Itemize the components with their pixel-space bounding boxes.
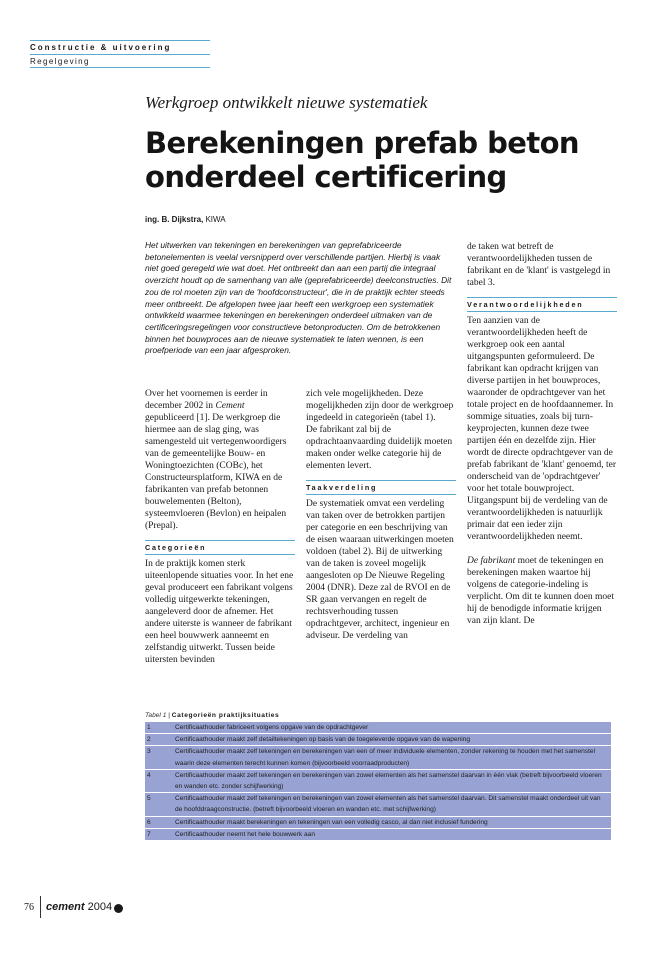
- section-heading-verantwoordelijkheden: Verantwoordelijkheden: [467, 297, 617, 312]
- table-caption: Tabel 1 | Categorieën praktijksituaties: [145, 712, 280, 719]
- section-label: Constructie & uitvoering: [30, 43, 172, 52]
- paragraph: de taken wat betreft de verantwoordelijkheden tussen de fabrikant en de 'klant' is vastgelegd in tabel 3.: [467, 242, 611, 288]
- article-title: Berekeningen prefab beton onderdeel certificering: [145, 126, 579, 194]
- table-row: 6 Certificaathouder maakt berekeningen en tekeningen van een volledig casco, al dan niet inclusief fundering: [145, 817, 611, 829]
- magazine-name: [46, 901, 112, 913]
- paragraph: De fabrikant moet de tekeningen en berekeningen maken waartoe hij volgens de categorie-indeling is verplicht. Om dit te kunnen doen moet hij de benodigde informatie krijgen van zijn klant. De: [467, 556, 614, 626]
- header-rule-middle: [30, 54, 210, 55]
- text-column-3: [467, 241, 617, 627]
- paragraph: De fabrikant zal bij de opdrachtaanvaarding duidelijk moeten maken onder welke categorie hij de elementen levert.: [306, 425, 453, 471]
- paragraph: Ten aanzien van de verantwoordelijkheden heeft de werkgroep ook een aantal uitgangspunten geformuleerd. De fabrikant kan opdracht krijgen van diverse partijen in het bouwproces, waaronder de opdrachtgever van het totale project en de hoofdaannemer. In sommige situaties, zoals bij turn-keyprojecten, kunnen deze twee partijen één en dezelfde zijn. Hier wordt de directe opdrachtgever van de prefab fabrikant de 'klant' genoemd, ter onderscheid van de 'opdrachtgever' voor het totale bouwproject.: [467, 316, 617, 494]
- table-number: Tabel 1: [145, 712, 167, 719]
- table-row: 4 Certificaathouder maakt zelf tekeningen en berekeningen van zowel elementen als het samenstel daarvan in één vlak (betreft bijvoorbeeld vloeren en wanden etc. zonder schijfwerking): [145, 770, 611, 793]
- footer-divider: [40, 896, 41, 918]
- author-line: [145, 215, 226, 224]
- categories-table: [145, 722, 611, 840]
- table-row: 3 Certificaathouder maakt zelf tekeningen en berekeningen van een of meer individuele elementen, zonder rekening te houden met het samenstel waarin deze elementen terecht kunnen komen (bijvoorbeeld voorraadproducten): [145, 746, 611, 769]
- section-heading-categorieen: Categorieën: [145, 540, 295, 555]
- table-row: 5 Certificaathouder maakt zelf tekeningen en berekeningen van zowel elementen als het samenstel daarvan. Dit samenstel maakt onderdeel uit van de hoofddraagconstructie. (betreft bijvoorbeeld vloeren en wanden etc. met schijfwerking): [145, 793, 611, 816]
- paragraph: In de praktijk komen sterk uiteenlopende situaties voor. In het ene geval produceert een fabrikant volgens volledig uitgewerkte tekeningen, aangeleverd door de afnemer. Het andere uiterste is wanneer de fabrikant een heel bouwwerk aanneemt en zelfstandig uitwerkt. Tussen beide uitersten bevinden: [145, 559, 294, 665]
- page-number: 76: [24, 902, 34, 913]
- author-org: KIWA: [205, 215, 226, 224]
- article-kicker: Werkgroep ontwikkelt nieuwe systematiek: [145, 93, 428, 112]
- paragraph: Over het voornemen is eerder in december 2002 in Cement gepubliceerd [1]. De werkgroep die hiermee aan de slag ging, was samengesteld uit vertegenwoordigers van de gemeentelijke Bouw- en Woningtoezichten (COBc), het Constructeursplatform, KIWA en de fabrikanten van prefab betonnen bouwelementen (Belton), systeemvloeren (Bevlon) en heipalen (Prepal).: [145, 389, 287, 531]
- table-title: Categorieën praktijksituaties: [171, 712, 280, 719]
- magazine-year: 2004: [87, 901, 113, 913]
- paragraph: De systematiek omvat een verdeling van taken over de betrokken partijen per categorie en een beschrijving van de eisen waaraan uitwerkingen moeten voldoen (tabel 2). Bij de uitwerking van de taken is zoveel mogelijk aangesloten op De Nieuwe Regeling 2004 (DNR). Deze zal de RVOI en de SR gaan vervangen en regelt de rechtsverhouding tussen opdrachtgever, architect, ingenieur en adviseur. De verdeling van: [306, 499, 454, 641]
- magazine-title: cement: [46, 901, 85, 913]
- table-row: 2 Certificaathouder maakt zelf detailtekeningen op basis van de toegeleverde opgave van de wapening: [145, 734, 611, 746]
- header-rule-bottom: [30, 67, 210, 68]
- paragraph: Uitgangspunt bij de verdeling van de verantwoordelijkheden is natuurlijk primair dat een ieder zijn verantwoordelijkheden neemt.: [467, 496, 608, 542]
- table-row: 7 Certificaathouder neemt het hele bouwwerk aan: [147, 830, 316, 838]
- cement-logo-icon: [114, 904, 123, 913]
- article-lead: Het uitwerken van tekeningen en berekeningen van geprefabriceerde betonelementen is veelal versnipperd over verschillende partijen. Hierbij is vaak niet goed geregeld wie wat doet. Het ontbreekt dan aan een partij die integraal overzicht houdt op de samenhang van alle (geprefabriceerde) deelconstructies. Dit zou de rol moeten zijn van de 'hoofdconstructeur', die in de praktijk echter steeds meer ontbreekt. De afgelopen twee jaar heeft een werkgroep een systematiek ontwikkeld waarmee tekeningen en berekeningen onderdeel uitmaken van de certificeringsregelingen voor constructieve betonproducten. Om de betrokkenen binnen het bouwproces aan de nieuwe systematiek te laten wennen, is een proefperiode van een jaar afgesproken.: [145, 240, 452, 356]
- magazine-reference: Cement: [215, 401, 245, 411]
- author-name: ing. B. Dijkstra,: [145, 215, 204, 224]
- subsection-label: Regelgeving: [30, 57, 90, 66]
- text-column-1: [145, 388, 295, 666]
- section-heading-taakverdeling: Taakverdeling: [306, 480, 456, 495]
- table-row: 1 Certificaathouder fabriceert volgens opgave van de opdrachtgever: [145, 722, 611, 734]
- paragraph: zich vele mogelijkheden. Deze mogelijkheden zijn door de werkgroep ingedeeld in categorieën (tabel 1).: [306, 389, 454, 423]
- header-rule-top: [30, 40, 210, 41]
- text-column-2: [306, 388, 456, 642]
